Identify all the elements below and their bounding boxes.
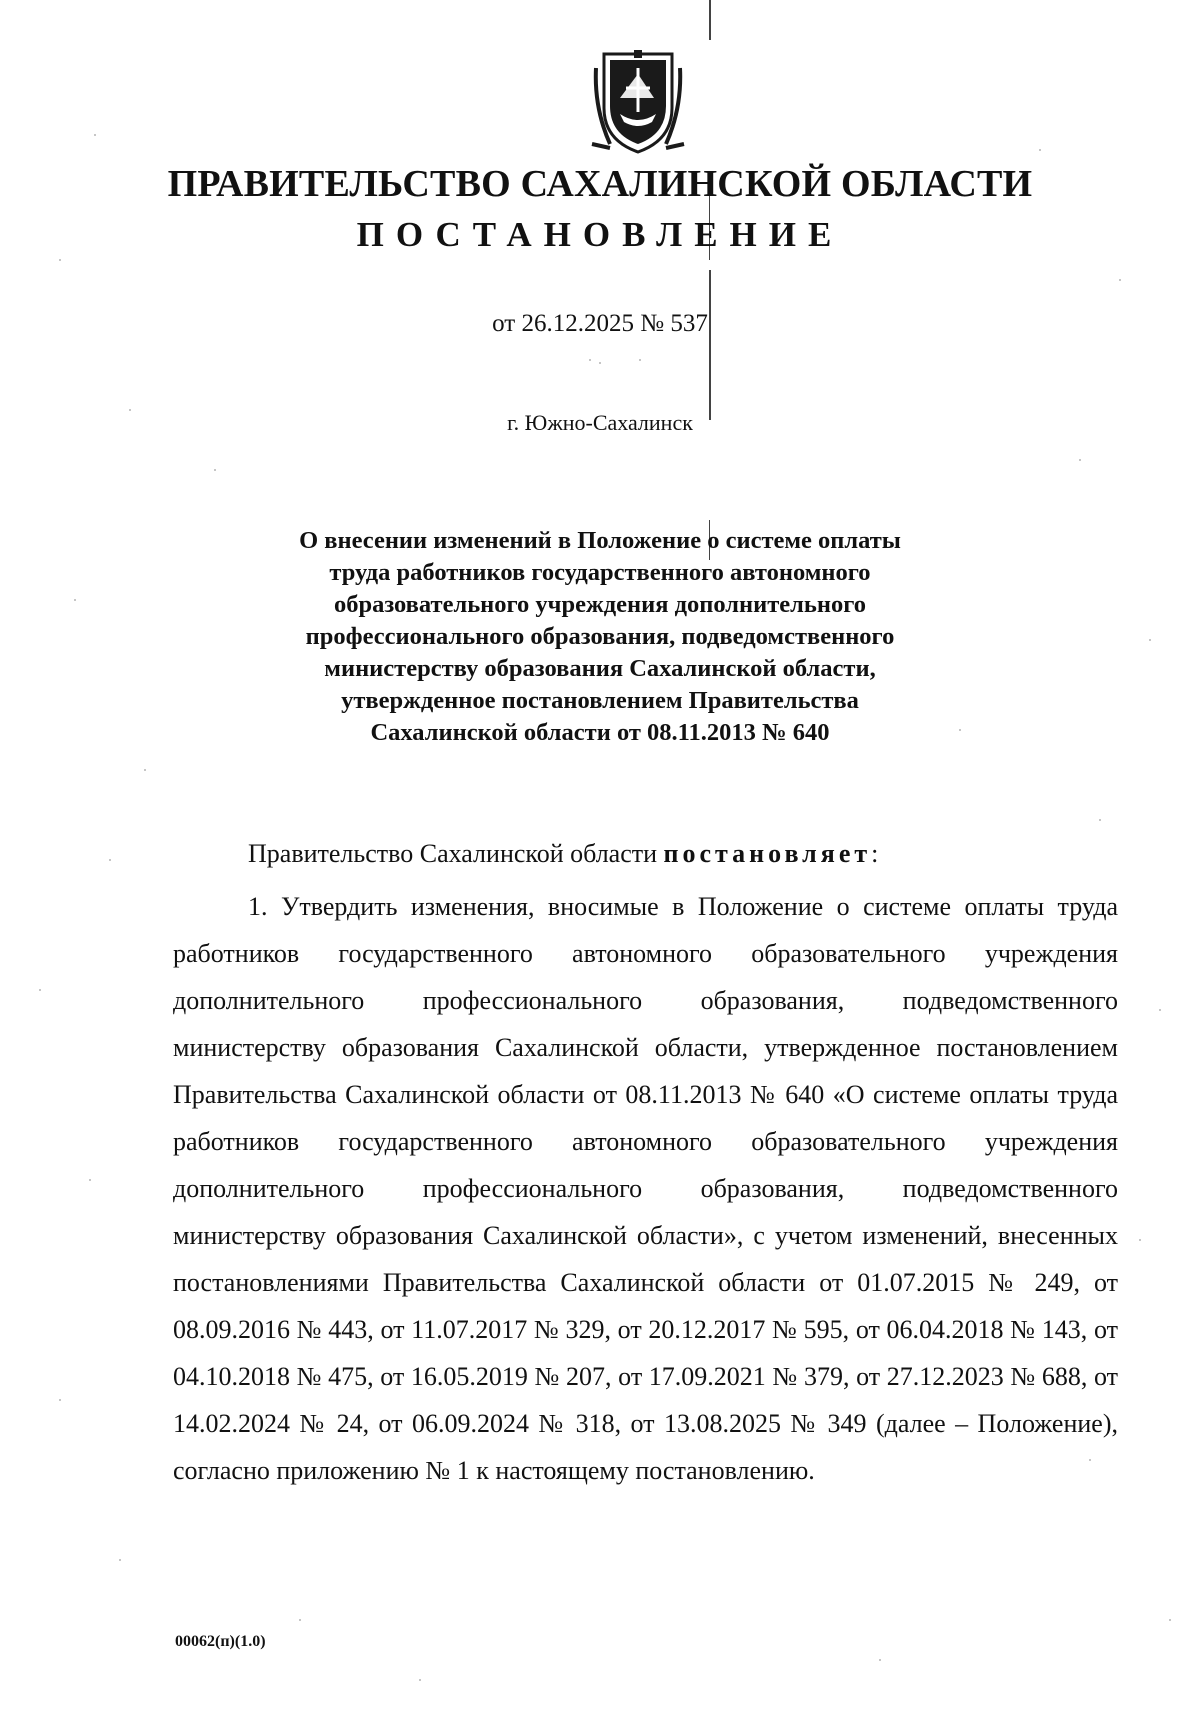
document-subject: О внесении изменений в Положение о системе оплаты труда работников государственного автономного образовательного учреждения дополнительного профессионального образования, подведомственного министерству образования Сахалинской области, утвержденное постановлением Правительства Сахалинской области от 08.11.2013 № 640 [299,527,901,746]
scan-artifact-line [709,0,711,40]
preamble-colon: : [871,839,879,868]
preamble-verb: постановляет [663,839,872,868]
document-type: ПОСТАНОВЛЕНИЕ [356,215,844,254]
paragraph-1: 1. Утвердить изменения, вносимые в Положение о системе оплаты труда работников государственного автономного образовательного учреждения дополнительного профессионального образования, подведомственного министерству образования Сахалинской области, утвержденное постановлением Правительства Сахалинской области от 08.11.2013 № 640 «О системе оплаты труда работников государственного автономного образовательного учреждения дополнительного профессионального образования, подведомственного министерству образования Сахалинской области», с учетом изменений, внесенных постановлениями Правительства Сахалинской области от 01.07.2015 № 249, от 08.09.2016 № 443, от 11.07.2017 № 329, от 20.12.2017 № 595, от 06.04.2018 № 143, от 04.10.2018 № 475, от 16.05.2019 № 207, от 17.09.2021 № 379, от 27.12.2023 № 688, от 14.02.2024 № 24, от 06.09.2024 № 318, от 13.08.2025 № 349 (далее – Положение), согласно приложению № 1 к настоящему постановлению. [173,892,1118,1485]
government-title: ПРАВИТЕЛЬСТВО САХАЛИНСКОЙ ОБЛАСТИ [167,163,1033,205]
sakhalin-coat-of-arms-icon [590,48,686,154]
document-date-number: от 26.12.2025 № 537 [492,310,708,337]
scan-artifact-line [709,270,711,420]
form-code: 00062(п)(1.0) [175,1633,266,1650]
document-city: г. Южно-Сахалинск [507,410,693,435]
preamble [173,830,1118,877]
preamble-lead: Правительство Сахалинской области [248,839,658,868]
